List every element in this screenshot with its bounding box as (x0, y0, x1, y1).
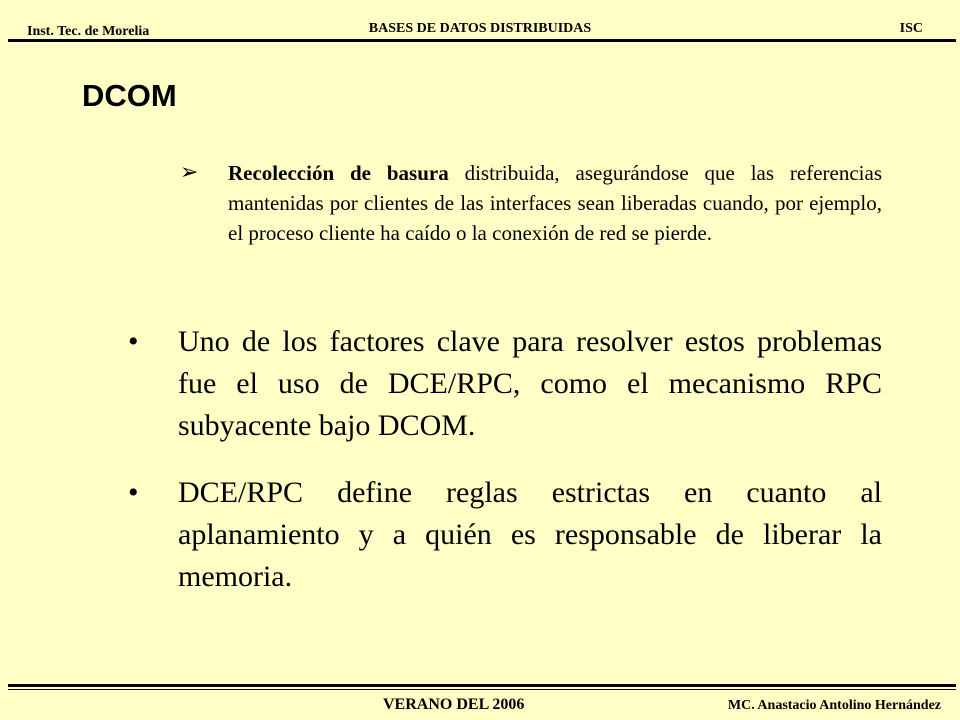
sub-bullet-text (228, 158, 882, 248)
bullet-dot-icon: • (128, 325, 139, 358)
sub-bullet-bold-lead: Recolección de basura (228, 161, 449, 185)
footer-divider (8, 684, 956, 687)
bullet-item (128, 321, 882, 447)
author-label: MC. Anastacio Antolino Hernández (727, 698, 941, 713)
program-label: ISC (899, 21, 923, 36)
term-label: VERANO DEL 2006 (383, 696, 525, 713)
slide-title: DCOM (82, 78, 177, 113)
course-label: BASES DE DATOS DISTRIBUIDAS (368, 21, 592, 36)
footer-divider-thin (8, 689, 956, 690)
institution-label: Inst. Tec. de Morelia (27, 24, 150, 39)
bullet-item (128, 472, 882, 598)
sub-bullet-body: distribuida, asegurándose que las referencias mantenidas por clientes de las interfaces sean liberadas cuando, por ejemplo, el proceso cliente ha caído o la conexión de red se pierde. (228, 161, 882, 245)
arrow-bullet-icon: ➢ (180, 159, 199, 184)
header-divider (8, 39, 956, 42)
bullet-text: DCE/RPC define reglas estrictas en cuanto al aplanamiento y a quién es responsable de liberar la memoria. (178, 476, 882, 593)
sub-bullet-item (180, 158, 882, 248)
bullet-text: Uno de los factores clave para resolver estos problemas fue el uso de DCE/RPC, como el mecanismo RPC subyacente bajo DCOM. (178, 325, 882, 442)
bullet-dot-icon: • (128, 476, 139, 509)
